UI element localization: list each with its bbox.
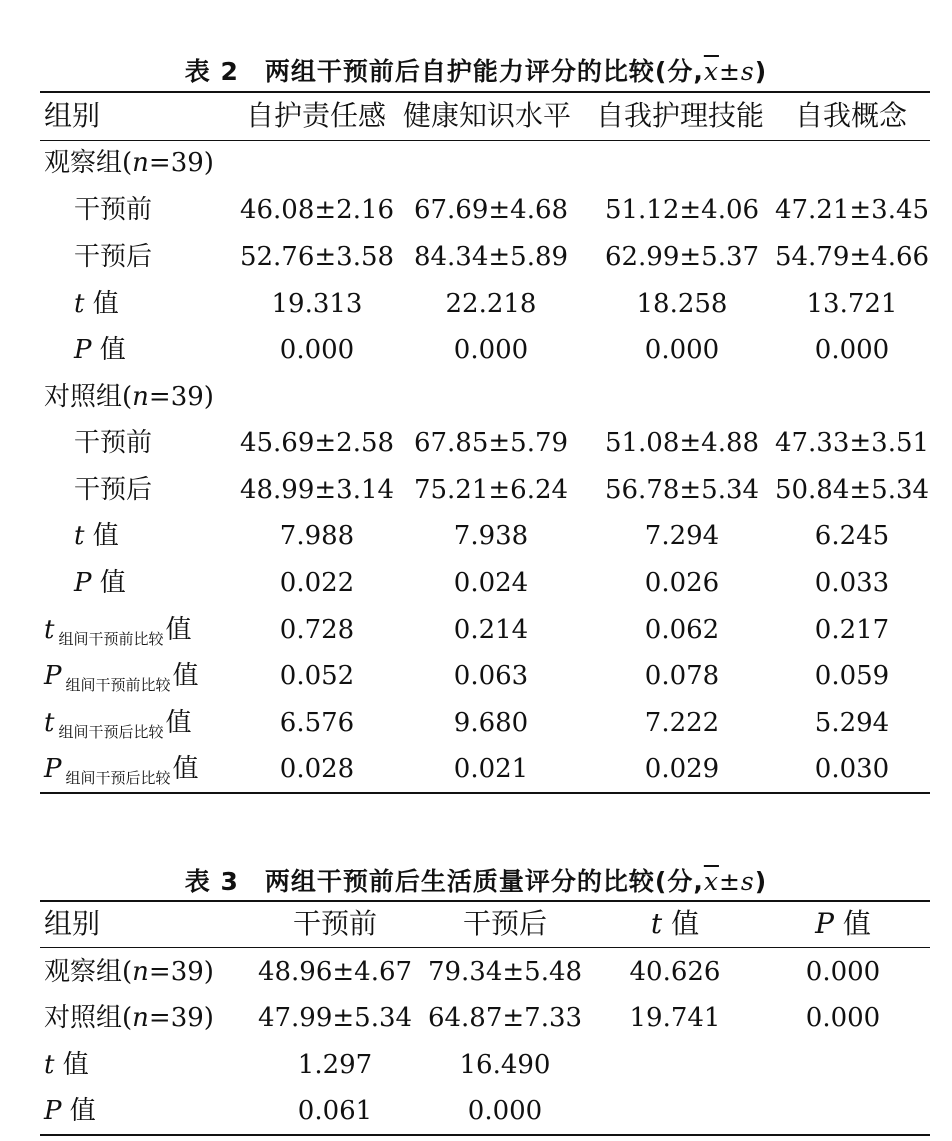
cell: 0.214 <box>453 615 529 645</box>
table-row <box>0 327 952 373</box>
cell: 0.052 <box>279 661 355 691</box>
cell: 0.000 <box>805 1003 881 1033</box>
cell: 1.297 <box>297 1050 373 1080</box>
table-row <box>0 653 952 699</box>
table-row <box>0 234 952 280</box>
table-row <box>0 420 952 466</box>
cell: 19.313 <box>271 289 363 319</box>
cell: 62.99±5.37 <box>604 242 760 272</box>
table-row <box>0 1042 952 1088</box>
header-p: P 值 <box>815 907 871 940</box>
cell: 75.21±6.24 <box>413 475 569 505</box>
cell: 54.79±4.66 <box>774 242 930 272</box>
header-self-care-skill: 自我护理技能 <box>596 99 765 132</box>
header-before: 干预前 <box>292 907 377 940</box>
table3-caption <box>0 862 952 898</box>
cell: 0.024 <box>453 568 529 598</box>
row-label: t $_{组间干预前比较}$值 <box>44 615 192 648</box>
row-label: t 值 <box>44 1050 89 1080</box>
cell: 0.063 <box>453 661 529 691</box>
cell: 48.99±3.14 <box>239 475 395 505</box>
table-row <box>0 467 952 513</box>
cell: 13.721 <box>806 289 898 319</box>
xbar-symbol: $\overline{x}$ <box>703 57 719 86</box>
cell: 0.000 <box>814 335 890 365</box>
table3-bottom-rule <box>40 1134 930 1136</box>
cell: 50.84±5.34 <box>774 475 930 505</box>
cell: 52.76±3.58 <box>239 242 395 272</box>
cell: 0.026 <box>644 568 720 598</box>
cell: 51.12±4.06 <box>604 195 760 225</box>
cell: 67.85±5.79 <box>413 428 569 458</box>
table2-bottom-rule <box>40 792 930 794</box>
group-label: 观察组(n=39) <box>44 148 214 178</box>
table-row <box>0 513 952 559</box>
header-after: 干预后 <box>462 907 547 940</box>
cell: 47.99±5.34 <box>257 1003 413 1033</box>
cell: 0.030 <box>814 754 890 784</box>
cell: 7.222 <box>644 708 720 738</box>
cell: 0.078 <box>644 661 720 691</box>
cell: 56.78±5.34 <box>604 475 760 505</box>
cell: 51.08±4.88 <box>604 428 760 458</box>
xbar-symbol: $\overline{x}$ <box>703 867 719 896</box>
cell: 5.294 <box>814 708 890 738</box>
header-group: 组别 <box>44 99 101 132</box>
row-label: P 值 <box>74 568 126 598</box>
table-row <box>0 607 952 653</box>
cell: 46.08±2.16 <box>239 195 395 225</box>
cell: 84.34±5.89 <box>413 242 569 272</box>
caption-close: ) <box>754 867 768 896</box>
cell: 0.000 <box>279 335 355 365</box>
table-row <box>0 187 952 233</box>
cell: 47.33±3.51 <box>774 428 930 458</box>
cell: 22.218 <box>445 289 537 319</box>
header-health-knowledge: 健康知识水平 <box>403 99 572 132</box>
plus-minus: ± <box>718 57 741 86</box>
table2-number: 表 2 <box>184 57 239 86</box>
row-label: t 值 <box>74 521 119 551</box>
row-label: 干预前 <box>74 195 153 225</box>
table-row <box>0 700 952 746</box>
row-label: P 值 <box>44 1096 96 1126</box>
cell: 79.34±5.48 <box>427 957 583 987</box>
cell: 0.028 <box>279 754 355 784</box>
table3-title: 两组干预前后生活质量评分的比较(分, <box>264 867 704 896</box>
header-t: t 值 <box>650 907 700 940</box>
header-self-concept: 自我概念 <box>795 99 908 132</box>
cell: 40.626 <box>629 957 721 987</box>
cell: 0.000 <box>453 335 529 365</box>
table2-caption <box>0 52 952 88</box>
cell: 19.741 <box>629 1003 721 1033</box>
s-symbol: s <box>740 57 755 86</box>
cell: 7.294 <box>644 521 720 551</box>
cell: 16.490 <box>459 1050 551 1080</box>
s-symbol: s <box>740 867 755 896</box>
cell: 18.258 <box>636 289 728 319</box>
row-label: 对照组(n=39) <box>44 1003 214 1033</box>
cell: 0.022 <box>279 568 355 598</box>
row-label: P 值 <box>74 335 126 365</box>
table3-number: 表 3 <box>184 867 239 896</box>
cell: 67.69±4.68 <box>413 195 569 225</box>
cell: 0.061 <box>297 1096 373 1126</box>
table-row <box>0 949 952 995</box>
cell: 0.059 <box>814 661 890 691</box>
cell: 0.029 <box>644 754 720 784</box>
table-row <box>0 281 952 327</box>
row-label: P $_{组间干预后比较}$值 <box>44 754 199 787</box>
cell: 0.033 <box>814 568 890 598</box>
cell: 0.217 <box>814 615 890 645</box>
cell: 64.87±7.33 <box>427 1003 583 1033</box>
cell: 0.000 <box>805 957 881 987</box>
cell: 0.000 <box>467 1096 543 1126</box>
caption-close: ) <box>754 57 768 86</box>
header-self-care-responsibility: 自护责任感 <box>246 99 387 132</box>
table-row <box>0 995 952 1041</box>
table3-header-rule <box>40 947 930 948</box>
cell: 9.680 <box>453 708 529 738</box>
cell: 7.988 <box>279 521 355 551</box>
cell: 0.728 <box>279 615 355 645</box>
plus-minus: ± <box>718 867 741 896</box>
row-label: 干预前 <box>74 428 153 458</box>
cell: 47.21±3.45 <box>774 195 930 225</box>
table2-group-control <box>0 374 952 420</box>
table2-title: 两组干预前后自护能力评分的比较(分, <box>264 57 704 86</box>
table2-group-observation <box>0 140 952 186</box>
row-label: t $_{组间干预后比较}$值 <box>44 708 192 741</box>
cell: 6.245 <box>814 521 890 551</box>
table3-header-row <box>0 901 952 947</box>
table-row <box>0 746 952 792</box>
row-label: P $_{组间干预前比较}$值 <box>44 661 199 694</box>
group-label: 对照组(n=39) <box>44 382 214 412</box>
cell: 0.021 <box>453 754 529 784</box>
cell: 45.69±2.58 <box>239 428 395 458</box>
cell: 0.062 <box>644 615 720 645</box>
cell: 6.576 <box>279 708 355 738</box>
row-label: 干预后 <box>74 475 153 505</box>
table2-header-row <box>0 93 952 139</box>
cell: 0.000 <box>644 335 720 365</box>
cell: 7.938 <box>453 521 529 551</box>
row-label: t 值 <box>74 289 119 319</box>
cell: 48.96±4.67 <box>257 957 413 987</box>
row-label: 观察组(n=39) <box>44 957 214 987</box>
row-label: 干预后 <box>74 242 153 272</box>
table-row <box>0 560 952 606</box>
header-group: 组别 <box>44 907 101 940</box>
table-row <box>0 1088 952 1134</box>
